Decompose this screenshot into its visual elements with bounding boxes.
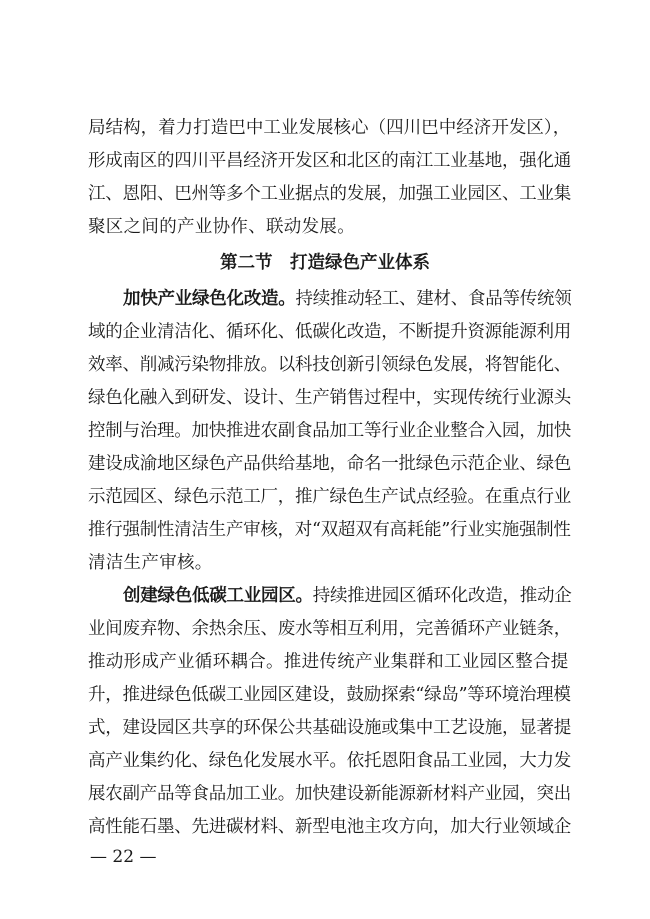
paragraph-first-line [123, 585, 573, 607]
paragraph-line: 示范园区、绿色示范工厂，推广绿色生产试点经验。在重点行业 [88, 487, 571, 507]
paragraph-line: 推动形成产业循环耦合。推进传统产业集群和工业园区整合提 [88, 652, 569, 672]
paragraph-line: 局结构，着力打造巴中工业发展核心（四川巴中经济开发区）， [88, 118, 571, 138]
paragraph-line: 聚区之间的产业协作、联动发展。 [88, 217, 355, 237]
section-heading: 第二节 打造绿色产业体系 [220, 253, 430, 273]
paragraph-line: 绿色化融入到研发、设计、生产销售过程中，实现传统行业源头 [88, 388, 571, 408]
paragraph-first-line [123, 288, 573, 310]
paragraph-line: 高性能石墨、先进碳材料、新型电池主攻方向，加大行业领域企 [88, 817, 571, 837]
paragraph-line: 清洁生产审核。 [88, 553, 213, 573]
page-number: — 22 — [90, 847, 157, 867]
paragraph-line: 控制与治理。加快推进农副食品加工等行业企业整合入园，加快 [88, 421, 571, 441]
paragraph-lead: 创建绿色低碳工业园区。 [123, 586, 313, 606]
paragraph-line: 形成南区的四川平昌经济开发区和北区的南江工业基地，强化通 [88, 151, 571, 171]
paragraph-text: 持续推动轻工、建材、食品等传统领 [295, 289, 572, 309]
paragraph-line: 效率、削减污染物排放。以科技创新引领绿色发展，将智能化、 [88, 355, 571, 375]
paragraph-line: 域的企业清洁化、循环化、低碳化改造，不断提升资源能源利用 [88, 322, 571, 342]
paragraph-line: 建设成渝地区绿色产品供给基地，命名一批绿色示范企业、绿色 [88, 454, 571, 474]
paragraph-line: 推行强制性清洁生产审核，对“双超双有高耗能”行业实施强制性 [88, 520, 571, 540]
paragraph-line: 展农副产品等食品加工业。加快建设新能源新材料产业园，突出 [88, 784, 571, 804]
paragraph-line: 业间废弃物、余热余压、废水等相互利用，完善循环产业链条， [88, 619, 571, 639]
paragraph-line: 江、恩阳、巴州等多个工业据点的发展，加强工业园区、工业集 [88, 184, 571, 204]
paragraph-line: 升，推进绿色低碳工业园区建设，鼓励探索“绿岛”等环境治理模 [88, 685, 571, 705]
paragraph-text: 持续推进园区循环化改造，推动企 [312, 586, 572, 606]
paragraph-line: 高产业集约化、绿色化发展水平。依托恩阳食品工业园，大力发 [88, 751, 571, 771]
paragraph-lead: 加快产业绿色化改造。 [123, 289, 296, 309]
paragraph-line: 式，建设园区共享的环保公共基础设施或集中工艺设施，显著提 [88, 718, 571, 738]
